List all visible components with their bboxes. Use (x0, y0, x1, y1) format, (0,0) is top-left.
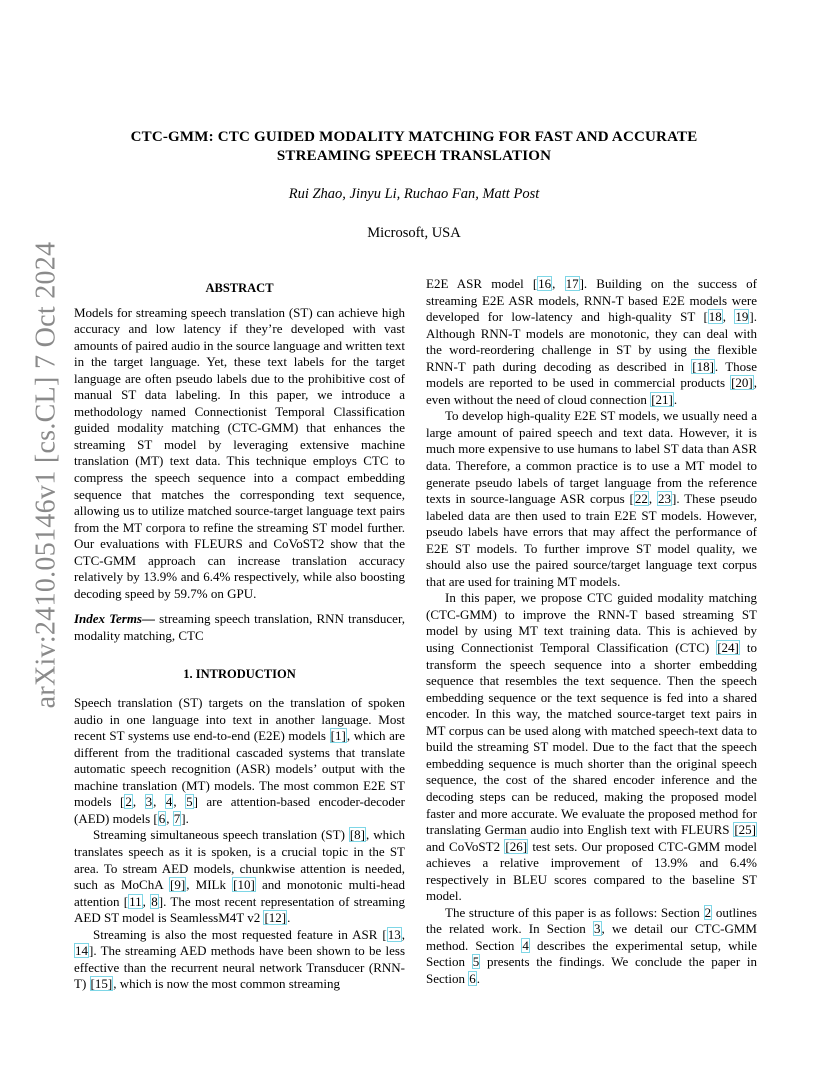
citation-link[interactable]: 2 (125, 794, 132, 810)
introduction-heading: 1. INTRODUCTION (183, 667, 296, 682)
citation-link[interactable]: [24] (717, 640, 739, 656)
citation-link[interactable]: [20] (731, 375, 753, 391)
intro-paragraph-3: Streaming is also the most requested feature in ASR [13, 14]. The streaming AED methods have been shown to be less effective than the recurrent neural network Transducer (RNN-T) [15], which is now the most common streaming (74, 926, 405, 992)
citation-link[interactable]: 23 (658, 491, 671, 507)
citation-link[interactable]: 4 (522, 937, 529, 953)
affiliation: Microsoft, USA (367, 225, 461, 241)
citation-link[interactable]: 4 (165, 794, 173, 810)
citation-link[interactable]: 13 (387, 926, 401, 942)
citation-link[interactable]: [9] (170, 877, 186, 893)
right-paragraph-3: In this paper, we propose CTC guided modality matching (CTC-GMM) to improve the RNN-T based streaming ST model by using MT text training data. This is achieved by using Connectionist Temporal Classification (CTC) [24] to transform the speech sequence into a shorter embedding sequence that resembles the text sequence. Then the speech embedding sequence or the text sequence is fed into a shared encoder. In this way, the matched source-target text pairs in MT corpus can be used along with matched speech-text data to build the streaming ST model. Due to the fact that the speech embedding sequence is much shorter than the original speech sequence, the cost of the shared encoder inference and the decoding steps can be reduced, making the proposed model faster and more accurate. We evaluate the proposed method for translating German audio into English text with FLEURS [25] and CoVoST2 [26] test sets. Our proposed CTC-GMM model achieves a relative improvement of 13.9% and 6.4% respectively in BLEU scores compared to the baseline ST model. (426, 590, 757, 904)
author-list: Rui Zhao, Jinyu Li, Ruchao Fan, Matt Post (288, 186, 540, 202)
arxiv-identifier-stamp (16, 170, 76, 780)
citation-link[interactable]: 19 (735, 309, 749, 325)
index-terms-text: streaming speech translation, RNN transducer, modality matching, CTC (74, 611, 405, 643)
citation-link[interactable]: 17 (565, 276, 579, 291)
right-paragraph-4: The structure of this paper is as follows: Section 2 outlines the related work. In Section 3, we detail our CTC-GMM method. Section 4 describes the experimental setup, while Section 5 presents the findings. We conclude the paper in Section 6. (426, 904, 757, 986)
citation-link[interactable]: [26] (505, 838, 528, 854)
citation-link[interactable]: 14 (75, 943, 88, 959)
abstract-paragraph: Models for streaming speech translation (ST) can achieve high accuracy and low latency if they’re developed with vast amounts of paired audio in the source language and written text in the target language. Yet, these text labels for the target language are often pseudo labels due to the prohibitive cost of manual ST data labeling. In this paper, we introduce a methodology named Connectionist Temporal Classification guided modality matching (CTC-GMM) that enhances the streaming ST model by leveraging extensive machine translation (MT) text data. This technique employs CTC to compress the speech sequence into a compact embedding sequence that matches the corresponding text sequence, allowing us to utilize matched source-target language text pairs from the MT corpora to refine the streaming ST model further. Our evaluations with FLEURS and CoVoST2 show that the CTC-GMM approach can increase translation accuracy relatively by 13.9% and 6.4% respectively, while also boosting decoding speed by 59.7% on GPU. (74, 304, 405, 601)
citation-link[interactable]: 6 (158, 810, 166, 826)
right-paragraph-1: E2E ASR model [16, 17]. Building on the success of streaming E2E ASR models, RNN-T based E2E models were developed for low-latency and high-quality ST [18, 19]. Although RNN-T models are monotonic, they can deal with the word-reordering challenge in ST by using the flexible RNN-T path during decoding as described in [18]. Those models are reported to be used in commercial products [20], even without the need of cloud connection [21]. (426, 276, 757, 407)
abstract-heading: ABSTRACT (205, 281, 274, 295)
citation-link[interactable]: 18 (708, 309, 722, 325)
citation-link[interactable]: 16 (538, 276, 552, 291)
citation-link[interactable]: [25] (734, 822, 756, 838)
citation-link[interactable]: 2 (704, 904, 712, 920)
title-line-2: STREAMING SPEECH TRANSLATION (276, 148, 552, 164)
intro-paragraph-2: Streaming simultaneous speech translation (ST) [8], which translates speech as it is spoken, is a crucial topic in the ST area. To stream AED models, chunkwise attention is needed, such as MoChA [9], MILk [10] and monotonic multi-head attention [11, 8]. The most recent representation of streaming AED ST model is SeamlessM4T v2 [12]. (74, 827, 405, 926)
right-column (426, 276, 757, 988)
citation-link[interactable]: 22 (634, 491, 648, 507)
index-terms (74, 611, 405, 644)
citation-link[interactable]: 7 (173, 810, 181, 826)
citation-link[interactable]: 5 (186, 794, 193, 810)
citation-link[interactable]: 11 (129, 893, 142, 909)
citation-link[interactable]: [12] (264, 910, 287, 926)
title-line-1: CTC-GMM: CTC GUIDED MODALITY MATCHING FOR FAST AND ACCURATE (130, 129, 698, 145)
citation-link[interactable]: 6 (469, 970, 476, 986)
citation-link[interactable]: [21] (651, 391, 673, 407)
citation-link[interactable]: 8 (151, 893, 158, 909)
arxiv-identifier-text: arXiv:2410.05146v1 [cs.CL] 7 Oct 2024 (30, 241, 61, 709)
citation-link[interactable]: [8] (349, 827, 366, 843)
paper-title (95, 128, 733, 166)
citation-link[interactable]: [18] (692, 358, 714, 374)
right-paragraph-2: To develop high-quality E2E ST models, we usually need a large amount of paired speech and text data. However, it is much more expensive to use humans to label ST data than ASR data. Therefore, a common practice is to use a MT model to generate pseudo labels of target language from the reference texts in source-language ASR corpus [22, 23]. These pseudo labeled data are then used to train E2E ST models. However, pseudo labels have errors that may affect the performance of E2E ST models. To further improve ST model quality, we should also use the paired source/target language text corpus that are used for training MT models. (426, 408, 757, 589)
left-column (74, 280, 405, 993)
citation-link[interactable]: 5 (472, 954, 480, 970)
citation-link[interactable]: [10] (233, 877, 255, 893)
citation-link[interactable]: [1] (330, 728, 346, 744)
citation-link[interactable]: [15] (90, 976, 113, 992)
index-terms-label: Index Terms— (74, 611, 155, 627)
citation-link[interactable]: 3 (145, 794, 153, 810)
citation-link[interactable]: 3 (594, 921, 601, 937)
intro-paragraph-1: Speech translation (ST) targets on the translation of spoken audio in one language into text in another language. Most recent ST systems use end-to-end (E2E) models [1], which are different from the traditional cascaded systems that translate automatic speech recognition (ASR) models’ output with the machine translation (MT) models. The most common E2E ST models [2, 3, 4, 5] are attention-based encoder-decoder (AED) models [6, 7]. (74, 695, 406, 826)
